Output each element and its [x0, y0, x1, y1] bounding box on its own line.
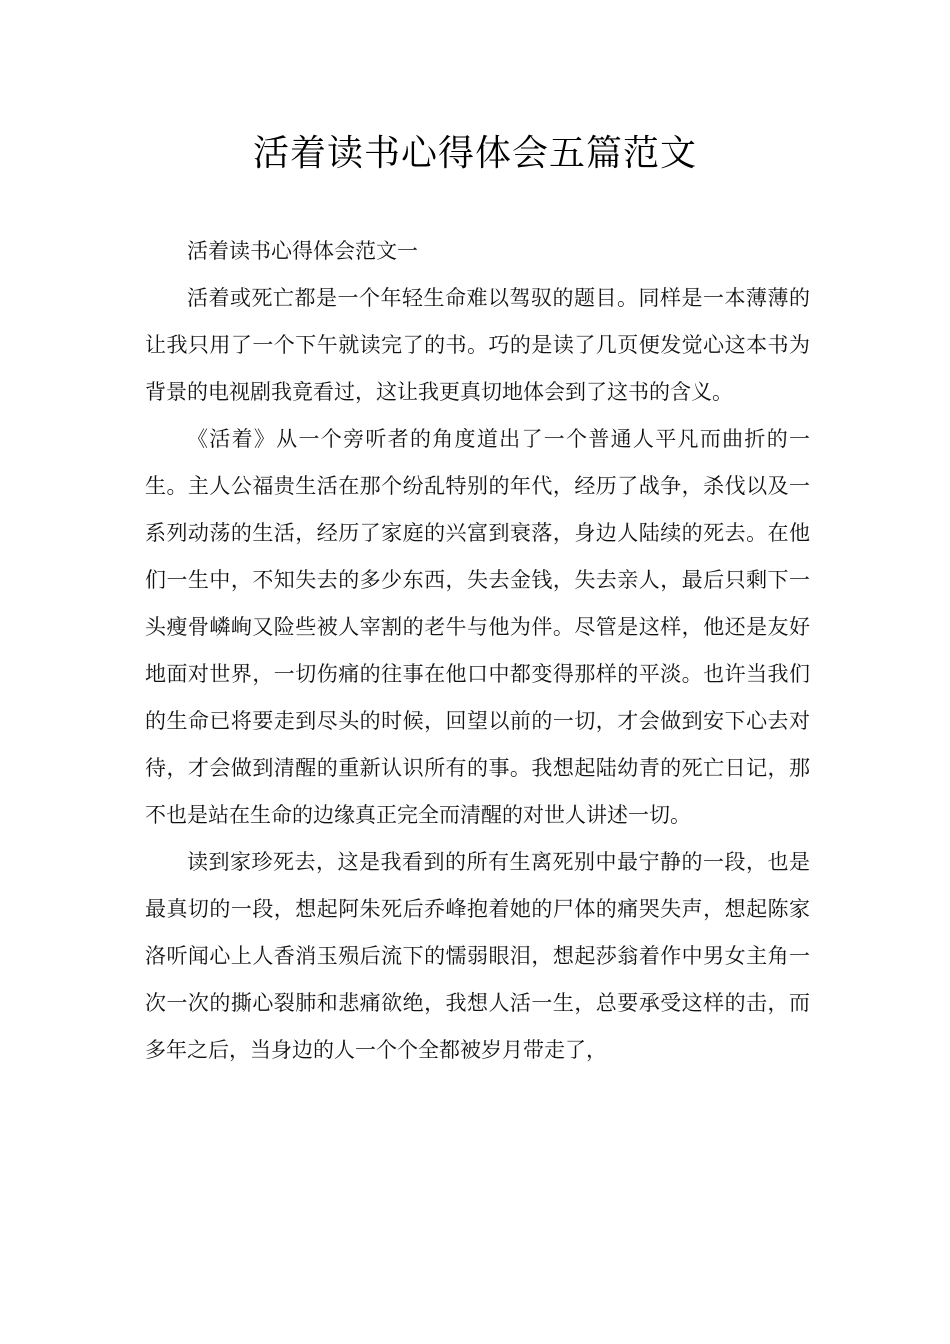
paragraph: 读到家珍死去，这是我看到的所有生离死别中最宁静的一段，也是最真切的一段，想起阿朱死后乔峰抱着她的尸体的痛哭失声，想起陈家洛听闻心上人香消玉殒后流下的懦弱眼泪，想起莎翁着作中男女主角一次一次的撕心裂肺和悲痛欲绝，我想人活一生，总要承受这样的击，而多年之后，当身边的人一个个全都被岁月带走了， [145, 850, 810, 1062]
section-heading: 活着读书心得体会范文一 [187, 239, 418, 263]
paragraph: 活着或死亡都是一个年轻生命难以驾驭的题目。同样是一本薄薄的让我只用了一个下午就读完了的书。巧的是读了几页便发觉心这本书为背景的电视剧我竟看过，这让我更真切地体会到了这书的含义。 [145, 286, 810, 404]
document-body [145, 228, 810, 1074]
document-title: 活着读书心得体会五篇范文 [252, 133, 697, 174]
paragraph: 《活着》从一个旁听者的角度道出了一个普通人平凡而曲折的一生。主人公福贵生活在那个纷乱特别的年代，经历了战争，杀伐以及一系列动荡的生活，经历了家庭的兴富到衰落，身边人陆续的死去。在他们一生中，不知失去的多少东西，失去金钱，失去亲人，最后只剩下一头瘦骨嶙峋又险些被人宰割的老牛与他为伴。尽管是这样，他还是友好地面对世界，一切伤痛的往事在他口中都变得那样的平淡。也许当我们的生命已将要走到尽头的时候，回望以前的一切，才会做到安下心去对待，才会做到清醒的重新认识所有的事。我想起陆幼青的死亡日记，那不也是站在生命的边缘真正完全而清醒的对世人讲述一切。 [145, 427, 810, 827]
